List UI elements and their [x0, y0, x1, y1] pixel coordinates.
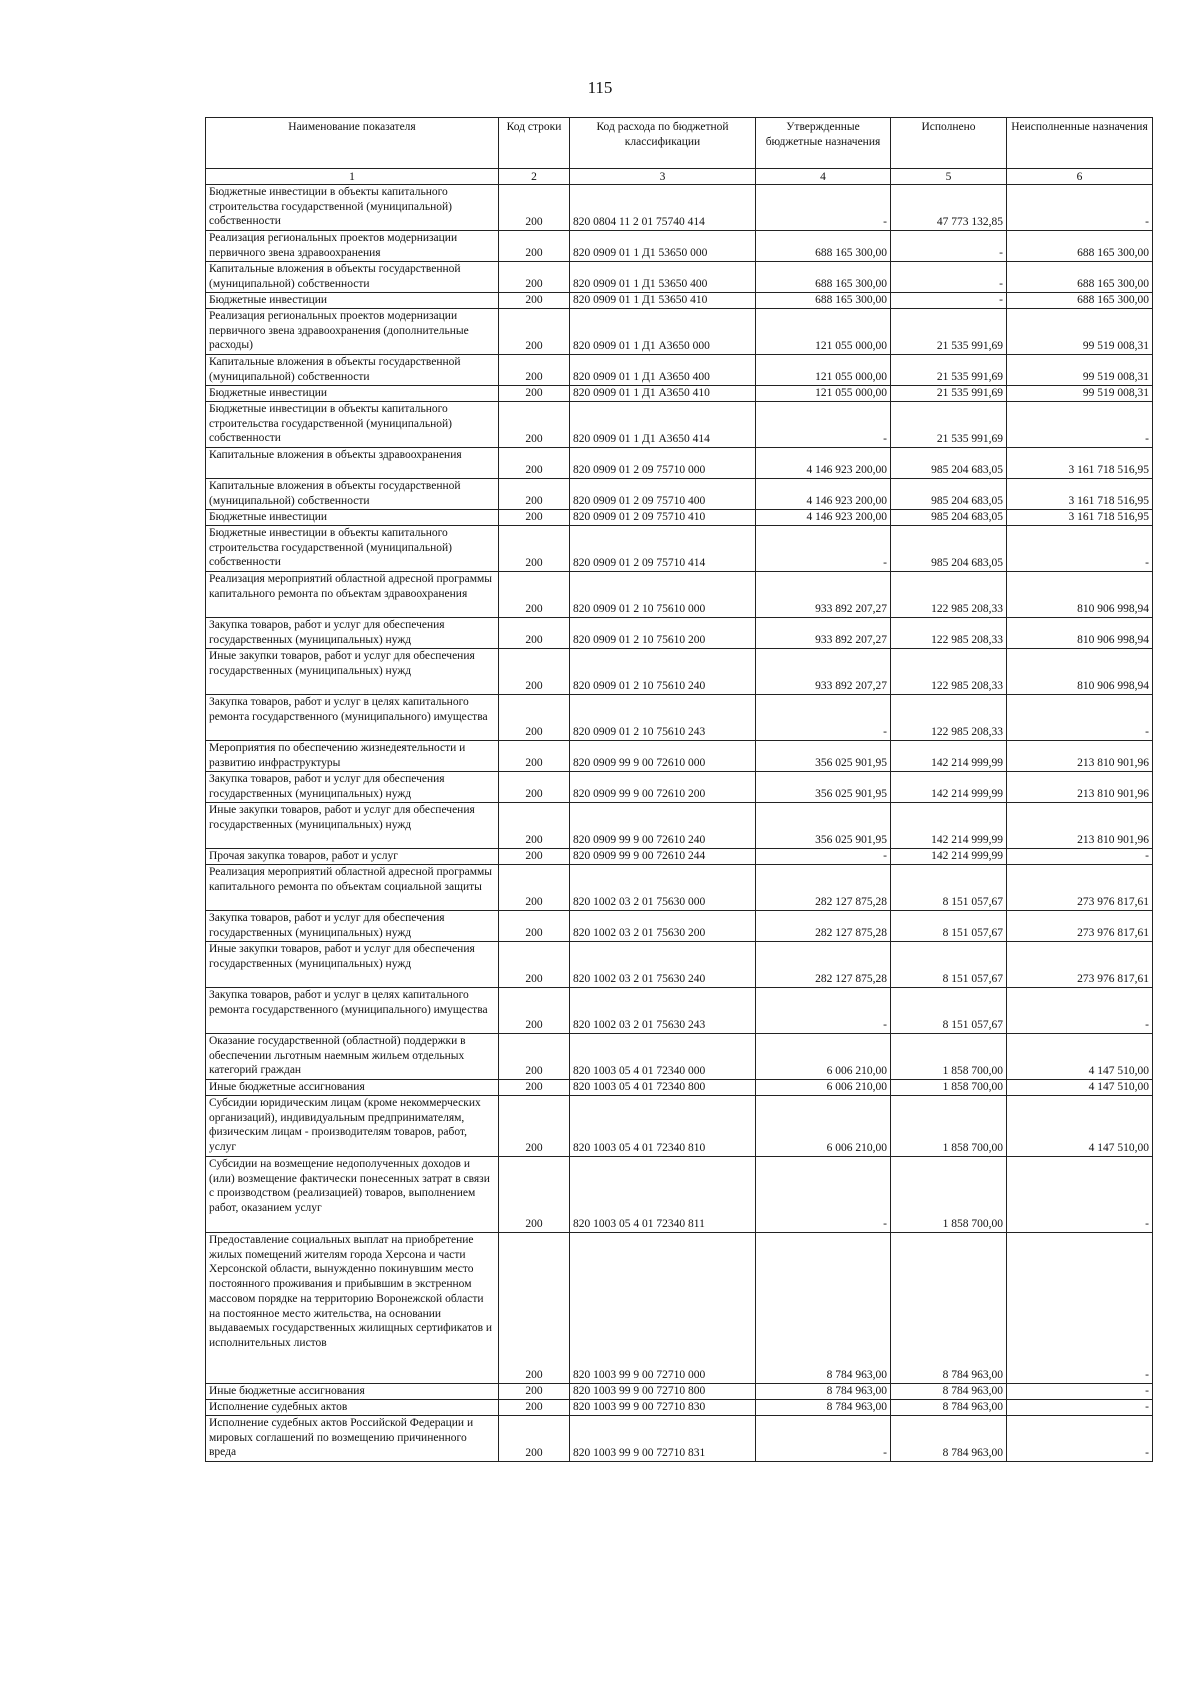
- row-expense-code: 820 1002 03 2 01 75630 000: [570, 865, 756, 911]
- row-approved: 933 892 207,27: [756, 572, 891, 618]
- row-expense-code: 820 0909 01 1 Д1 53650 400: [570, 262, 756, 293]
- row-executed: 8 784 963,00: [891, 1384, 1007, 1400]
- column-number: 2: [499, 169, 570, 185]
- row-name: Мероприятия по обеспечению жизнедеятельности и развитию инфраструктуры: [206, 741, 499, 772]
- row-expense-code: 820 0909 01 2 10 75610 243: [570, 695, 756, 741]
- row-executed: 8 151 057,67: [891, 988, 1007, 1034]
- row-unexecuted: 3 161 718 516,95: [1007, 479, 1153, 510]
- page-number: 115: [587, 78, 613, 97]
- row-executed: 47 773 132,85: [891, 185, 1007, 231]
- row-unexecuted: 99 519 008,31: [1007, 355, 1153, 386]
- table-row: [206, 448, 1153, 479]
- column-number-row: [206, 169, 1153, 185]
- table-row: [206, 695, 1153, 741]
- row-name: Бюджетные инвестиции: [206, 386, 499, 402]
- row-unexecuted: -: [1007, 185, 1153, 231]
- table-row: [206, 849, 1153, 865]
- row-expense-code: 820 0909 99 9 00 72610 200: [570, 772, 756, 803]
- row-name: Реализация региональных проектов модернизации первичного звена здравоохранения (дополнительные расходы): [206, 309, 499, 355]
- row-expense-code: 820 0909 01 1 Д1 А3650 000: [570, 309, 756, 355]
- row-name: Исполнение судебных актов: [206, 1400, 499, 1416]
- row-unexecuted: -: [1007, 1157, 1153, 1233]
- table-row: [206, 649, 1153, 695]
- row-name: Бюджетные инвестиции в объекты капитального строительства государственной (муниципальной) собственности: [206, 402, 499, 448]
- row-unexecuted: 99 519 008,31: [1007, 386, 1153, 402]
- row-approved: 6 006 210,00: [756, 1034, 891, 1080]
- table-row: [206, 911, 1153, 942]
- row-unexecuted: 4 147 510,00: [1007, 1096, 1153, 1157]
- header-line-code: Код строки: [499, 118, 570, 169]
- row-expense-code: 820 1003 05 4 01 72340 810: [570, 1096, 756, 1157]
- row-expense-code: 820 0909 01 1 Д1 А3650 410: [570, 386, 756, 402]
- table-row: [206, 309, 1153, 355]
- row-line-code: 200: [499, 1034, 570, 1080]
- row-name: Капитальные вложения в объекты государственной (муниципальной) собственности: [206, 262, 499, 293]
- row-name: Бюджетные инвестиции в объекты капитального строительства государственной (муниципальной) собственности: [206, 185, 499, 231]
- row-approved: 6 006 210,00: [756, 1080, 891, 1096]
- column-number: 1: [206, 169, 499, 185]
- row-unexecuted: -: [1007, 849, 1153, 865]
- row-unexecuted: -: [1007, 1233, 1153, 1384]
- row-expense-code: 820 0804 11 2 01 75740 414: [570, 185, 756, 231]
- row-expense-code: 820 0909 01 2 09 75710 000: [570, 448, 756, 479]
- row-approved: -: [756, 1416, 891, 1462]
- table-row: [206, 1080, 1153, 1096]
- row-unexecuted: 99 519 008,31: [1007, 309, 1153, 355]
- budget-execution-table: [205, 117, 1153, 1462]
- row-executed: 985 204 683,05: [891, 448, 1007, 479]
- table-row: [206, 479, 1153, 510]
- header-executed: Исполнено: [891, 118, 1007, 169]
- row-approved: 121 055 000,00: [756, 386, 891, 402]
- row-unexecuted: -: [1007, 1416, 1153, 1462]
- row-unexecuted: 273 976 817,61: [1007, 865, 1153, 911]
- table-row: [206, 772, 1153, 803]
- row-executed: 8 784 963,00: [891, 1416, 1007, 1462]
- row-approved: 688 165 300,00: [756, 293, 891, 309]
- header-expense-code: Код расхода по бюджетной классификации: [570, 118, 756, 169]
- row-approved: 688 165 300,00: [756, 231, 891, 262]
- row-name: Бюджетные инвестиции: [206, 293, 499, 309]
- row-unexecuted: 213 810 901,96: [1007, 772, 1153, 803]
- row-approved: 282 127 875,28: [756, 911, 891, 942]
- row-executed: 985 204 683,05: [891, 526, 1007, 572]
- table-row: [206, 526, 1153, 572]
- row-approved: 8 784 963,00: [756, 1400, 891, 1416]
- row-unexecuted: -: [1007, 988, 1153, 1034]
- row-approved: 356 025 901,95: [756, 741, 891, 772]
- row-unexecuted: 688 165 300,00: [1007, 231, 1153, 262]
- row-name: Прочая закупка товаров, работ и услуг: [206, 849, 499, 865]
- row-line-code: 200: [499, 309, 570, 355]
- row-line-code: 200: [499, 1384, 570, 1400]
- row-approved: 933 892 207,27: [756, 649, 891, 695]
- row-expense-code: 820 1003 99 9 00 72710 800: [570, 1384, 756, 1400]
- row-executed: 8 151 057,67: [891, 911, 1007, 942]
- row-approved: -: [756, 185, 891, 231]
- table-row: [206, 1400, 1153, 1416]
- row-approved: -: [756, 695, 891, 741]
- row-line-code: 200: [499, 772, 570, 803]
- row-executed: 8 784 963,00: [891, 1400, 1007, 1416]
- row-line-code: 200: [499, 510, 570, 526]
- row-executed: 985 204 683,05: [891, 510, 1007, 526]
- row-name: Закупка товаров, работ и услуг в целях капитального ремонта государственного (муниципального) имущества: [206, 988, 499, 1034]
- row-approved: 4 146 923 200,00: [756, 510, 891, 526]
- table-row: [206, 1096, 1153, 1157]
- row-name: Иные закупки товаров, работ и услуг для обеспечения государственных (муниципальных) нужд: [206, 649, 499, 695]
- row-approved: 356 025 901,95: [756, 803, 891, 849]
- row-line-code: 200: [499, 479, 570, 510]
- row-executed: 122 985 208,33: [891, 618, 1007, 649]
- row-unexecuted: -: [1007, 695, 1153, 741]
- row-line-code: 200: [499, 262, 570, 293]
- row-approved: 4 146 923 200,00: [756, 479, 891, 510]
- row-line-code: 200: [499, 1157, 570, 1233]
- row-expense-code: 820 0909 01 1 Д1 53650 410: [570, 293, 756, 309]
- row-executed: 122 985 208,33: [891, 572, 1007, 618]
- row-unexecuted: 273 976 817,61: [1007, 942, 1153, 988]
- column-number: 5: [891, 169, 1007, 185]
- row-expense-code: 820 1002 03 2 01 75630 200: [570, 911, 756, 942]
- table-row: [206, 402, 1153, 448]
- row-name: Капитальные вложения в объекты государственной (муниципальной) собственности: [206, 479, 499, 510]
- row-executed: 142 214 999,99: [891, 772, 1007, 803]
- row-executed: 21 535 991,69: [891, 309, 1007, 355]
- row-executed: -: [891, 231, 1007, 262]
- row-executed: 142 214 999,99: [891, 803, 1007, 849]
- table-row: [206, 618, 1153, 649]
- row-line-code: 200: [499, 1096, 570, 1157]
- header-name: Наименование показателя: [206, 118, 499, 169]
- row-unexecuted: 213 810 901,96: [1007, 803, 1153, 849]
- row-name: Закупка товаров, работ и услуг в целях капитального ремонта государственного (муниципального) имущества: [206, 695, 499, 741]
- row-line-code: 200: [499, 185, 570, 231]
- row-line-code: 200: [499, 1416, 570, 1462]
- table-row: [206, 355, 1153, 386]
- row-name: Иные бюджетные ассигнования: [206, 1080, 499, 1096]
- row-executed: 8 784 963,00: [891, 1233, 1007, 1384]
- table-row: [206, 988, 1153, 1034]
- row-unexecuted: -: [1007, 1384, 1153, 1400]
- row-line-code: 200: [499, 231, 570, 262]
- row-line-code: 200: [499, 988, 570, 1034]
- table-row: [206, 741, 1153, 772]
- table-row: [206, 942, 1153, 988]
- row-unexecuted: -: [1007, 1400, 1153, 1416]
- row-line-code: 200: [499, 448, 570, 479]
- row-name: Иные закупки товаров, работ и услуг для обеспечения государственных (муниципальных) нужд: [206, 942, 499, 988]
- row-approved: 356 025 901,95: [756, 772, 891, 803]
- row-line-code: 200: [499, 618, 570, 649]
- table-row: [206, 231, 1153, 262]
- row-unexecuted: 810 906 998,94: [1007, 572, 1153, 618]
- row-name: Капитальные вложения в объекты государственной (муниципальной) собственности: [206, 355, 499, 386]
- row-unexecuted: 688 165 300,00: [1007, 293, 1153, 309]
- row-approved: 6 006 210,00: [756, 1096, 891, 1157]
- row-line-code: 200: [499, 1080, 570, 1096]
- row-approved: -: [756, 849, 891, 865]
- row-unexecuted: -: [1007, 402, 1153, 448]
- row-expense-code: 820 0909 99 9 00 72610 000: [570, 741, 756, 772]
- row-expense-code: 820 1003 05 4 01 72340 000: [570, 1034, 756, 1080]
- row-executed: 1 858 700,00: [891, 1157, 1007, 1233]
- table-row: [206, 510, 1153, 526]
- row-executed: -: [891, 262, 1007, 293]
- row-approved: 121 055 000,00: [756, 309, 891, 355]
- row-executed: 142 214 999,99: [891, 849, 1007, 865]
- row-name: Реализация мероприятий областной адресной программы капитального ремонта по объектам здравоохранения: [206, 572, 499, 618]
- row-name: Закупка товаров, работ и услуг для обеспечения государственных (муниципальных) нужд: [206, 618, 499, 649]
- row-approved: 4 146 923 200,00: [756, 448, 891, 479]
- row-executed: 1 858 700,00: [891, 1034, 1007, 1080]
- row-unexecuted: 4 147 510,00: [1007, 1080, 1153, 1096]
- row-name: Реализация мероприятий областной адресной программы капитального ремонта по объектам социальной защиты: [206, 865, 499, 911]
- row-line-code: 200: [499, 386, 570, 402]
- row-executed: 142 214 999,99: [891, 741, 1007, 772]
- row-line-code: 200: [499, 293, 570, 309]
- row-name: Иные бюджетные ассигнования: [206, 1384, 499, 1400]
- row-name: Бюджетные инвестиции в объекты капитального строительства государственной (муниципальной) собственности: [206, 526, 499, 572]
- row-approved: -: [756, 526, 891, 572]
- row-unexecuted: 810 906 998,94: [1007, 618, 1153, 649]
- row-expense-code: 820 0909 01 1 Д1 А3650 400: [570, 355, 756, 386]
- row-name: Предоставление социальных выплат на приобретение жилых помещений жителям города Херсона и части Херсонской области, вынужденно покинувшим место постоянного проживания и прибывшим в экстренном массовом порядке на территорию Воронежской области на постоянное место жительства, на основании выдаваемых государственных жилищных сертификатов и исполнительных листов: [206, 1233, 499, 1384]
- row-line-code: 200: [499, 803, 570, 849]
- row-line-code: 200: [499, 1400, 570, 1416]
- row-unexecuted: 213 810 901,96: [1007, 741, 1153, 772]
- row-executed: 122 985 208,33: [891, 695, 1007, 741]
- row-unexecuted: 688 165 300,00: [1007, 262, 1153, 293]
- column-number: 3: [570, 169, 756, 185]
- row-executed: 1 858 700,00: [891, 1080, 1007, 1096]
- row-line-code: 200: [499, 911, 570, 942]
- row-name: Исполнение судебных актов Российской Федерации и мировых соглашений по возмещению причиненного вреда: [206, 1416, 499, 1462]
- row-line-code: 200: [499, 849, 570, 865]
- table-row: [206, 1416, 1153, 1462]
- table-row: [206, 262, 1153, 293]
- row-expense-code: 820 0909 01 1 Д1 53650 000: [570, 231, 756, 262]
- row-expense-code: 820 0909 01 2 09 75710 414: [570, 526, 756, 572]
- table-row: [206, 572, 1153, 618]
- row-line-code: 200: [499, 355, 570, 386]
- table-row: [206, 293, 1153, 309]
- row-name: Оказание государственной (областной) поддержки в обеспечении льготным наемным жильем отдельных категорий граждан: [206, 1034, 499, 1080]
- row-line-code: 200: [499, 865, 570, 911]
- row-expense-code: 820 1003 99 9 00 72710 830: [570, 1400, 756, 1416]
- row-line-code: 200: [499, 526, 570, 572]
- row-executed: 21 535 991,69: [891, 402, 1007, 448]
- row-expense-code: 820 1002 03 2 01 75630 243: [570, 988, 756, 1034]
- row-expense-code: 820 0909 99 9 00 72610 240: [570, 803, 756, 849]
- table-row: [206, 185, 1153, 231]
- row-executed: 122 985 208,33: [891, 649, 1007, 695]
- row-line-code: 200: [499, 741, 570, 772]
- row-approved: 282 127 875,28: [756, 942, 891, 988]
- row-expense-code: 820 0909 01 2 10 75610 000: [570, 572, 756, 618]
- row-approved: 8 784 963,00: [756, 1384, 891, 1400]
- row-unexecuted: 4 147 510,00: [1007, 1034, 1153, 1080]
- row-line-code: 200: [499, 649, 570, 695]
- row-expense-code: 820 0909 01 2 10 75610 200: [570, 618, 756, 649]
- row-unexecuted: 3 161 718 516,95: [1007, 448, 1153, 479]
- table-row: [206, 1384, 1153, 1400]
- row-approved: 121 055 000,00: [756, 355, 891, 386]
- row-expense-code: 820 0909 01 2 09 75710 400: [570, 479, 756, 510]
- table-row: [206, 1157, 1153, 1233]
- header-approved: Утвержденные бюджетные назначения: [756, 118, 891, 169]
- table-row: [206, 1034, 1153, 1080]
- row-name: Закупка товаров, работ и услуг для обеспечения государственных (муниципальных) нужд: [206, 911, 499, 942]
- row-line-code: 200: [499, 942, 570, 988]
- column-number: 4: [756, 169, 891, 185]
- row-approved: -: [756, 402, 891, 448]
- row-name: Субсидии юридическим лицам (кроме некоммерческих организаций), индивидуальным предпринимателям, физическим лицам - производителям товаров, работ, услуг: [206, 1096, 499, 1157]
- row-unexecuted: 810 906 998,94: [1007, 649, 1153, 695]
- row-executed: 21 535 991,69: [891, 355, 1007, 386]
- row-expense-code: 820 1002 03 2 01 75630 240: [570, 942, 756, 988]
- column-number: 6: [1007, 169, 1153, 185]
- row-expense-code: 820 1003 05 4 01 72340 800: [570, 1080, 756, 1096]
- row-executed: 985 204 683,05: [891, 479, 1007, 510]
- table-row: [206, 386, 1153, 402]
- header-unexecuted: Неисполненные назначения: [1007, 118, 1153, 169]
- row-executed: -: [891, 293, 1007, 309]
- row-expense-code: 820 0909 01 2 10 75610 240: [570, 649, 756, 695]
- header-row: [206, 118, 1153, 169]
- row-executed: 8 151 057,67: [891, 865, 1007, 911]
- row-expense-code: 820 0909 01 2 09 75710 410: [570, 510, 756, 526]
- row-unexecuted: 3 161 718 516,95: [1007, 510, 1153, 526]
- row-name: Иные закупки товаров, работ и услуг для обеспечения государственных (муниципальных) нужд: [206, 803, 499, 849]
- row-name: Закупка товаров, работ и услуг для обеспечения государственных (муниципальных) нужд: [206, 772, 499, 803]
- row-approved: 688 165 300,00: [756, 262, 891, 293]
- row-executed: 21 535 991,69: [891, 386, 1007, 402]
- row-unexecuted: 273 976 817,61: [1007, 911, 1153, 942]
- row-approved: -: [756, 1157, 891, 1233]
- table-row: [206, 803, 1153, 849]
- row-executed: 8 151 057,67: [891, 942, 1007, 988]
- row-unexecuted: -: [1007, 526, 1153, 572]
- row-expense-code: 820 0909 99 9 00 72610 244: [570, 849, 756, 865]
- row-line-code: 200: [499, 402, 570, 448]
- row-executed: 1 858 700,00: [891, 1096, 1007, 1157]
- row-name: Реализация региональных проектов модернизации первичного звена здравоохранения: [206, 231, 499, 262]
- row-expense-code: 820 1003 99 9 00 72710 831: [570, 1416, 756, 1462]
- table-row: [206, 865, 1153, 911]
- row-expense-code: 820 1003 99 9 00 72710 000: [570, 1233, 756, 1384]
- row-name: Бюджетные инвестиции: [206, 510, 499, 526]
- row-approved: 933 892 207,27: [756, 618, 891, 649]
- row-approved: -: [756, 988, 891, 1034]
- row-expense-code: 820 1003 05 4 01 72340 811: [570, 1157, 756, 1233]
- row-approved: 8 784 963,00: [756, 1233, 891, 1384]
- row-name: Капитальные вложения в объекты здравоохранения: [206, 448, 499, 479]
- row-expense-code: 820 0909 01 1 Д1 А3650 414: [570, 402, 756, 448]
- row-approved: 282 127 875,28: [756, 865, 891, 911]
- row-line-code: 200: [499, 695, 570, 741]
- table-row: [206, 1233, 1153, 1384]
- row-line-code: 200: [499, 572, 570, 618]
- row-name: Субсидии на возмещение недополученных доходов и (или) возмещение фактически понесенных затрат в связи с производством (реализацией) товаров, выполнением работ, оказанием услуг: [206, 1157, 499, 1233]
- row-line-code: 200: [499, 1233, 570, 1384]
